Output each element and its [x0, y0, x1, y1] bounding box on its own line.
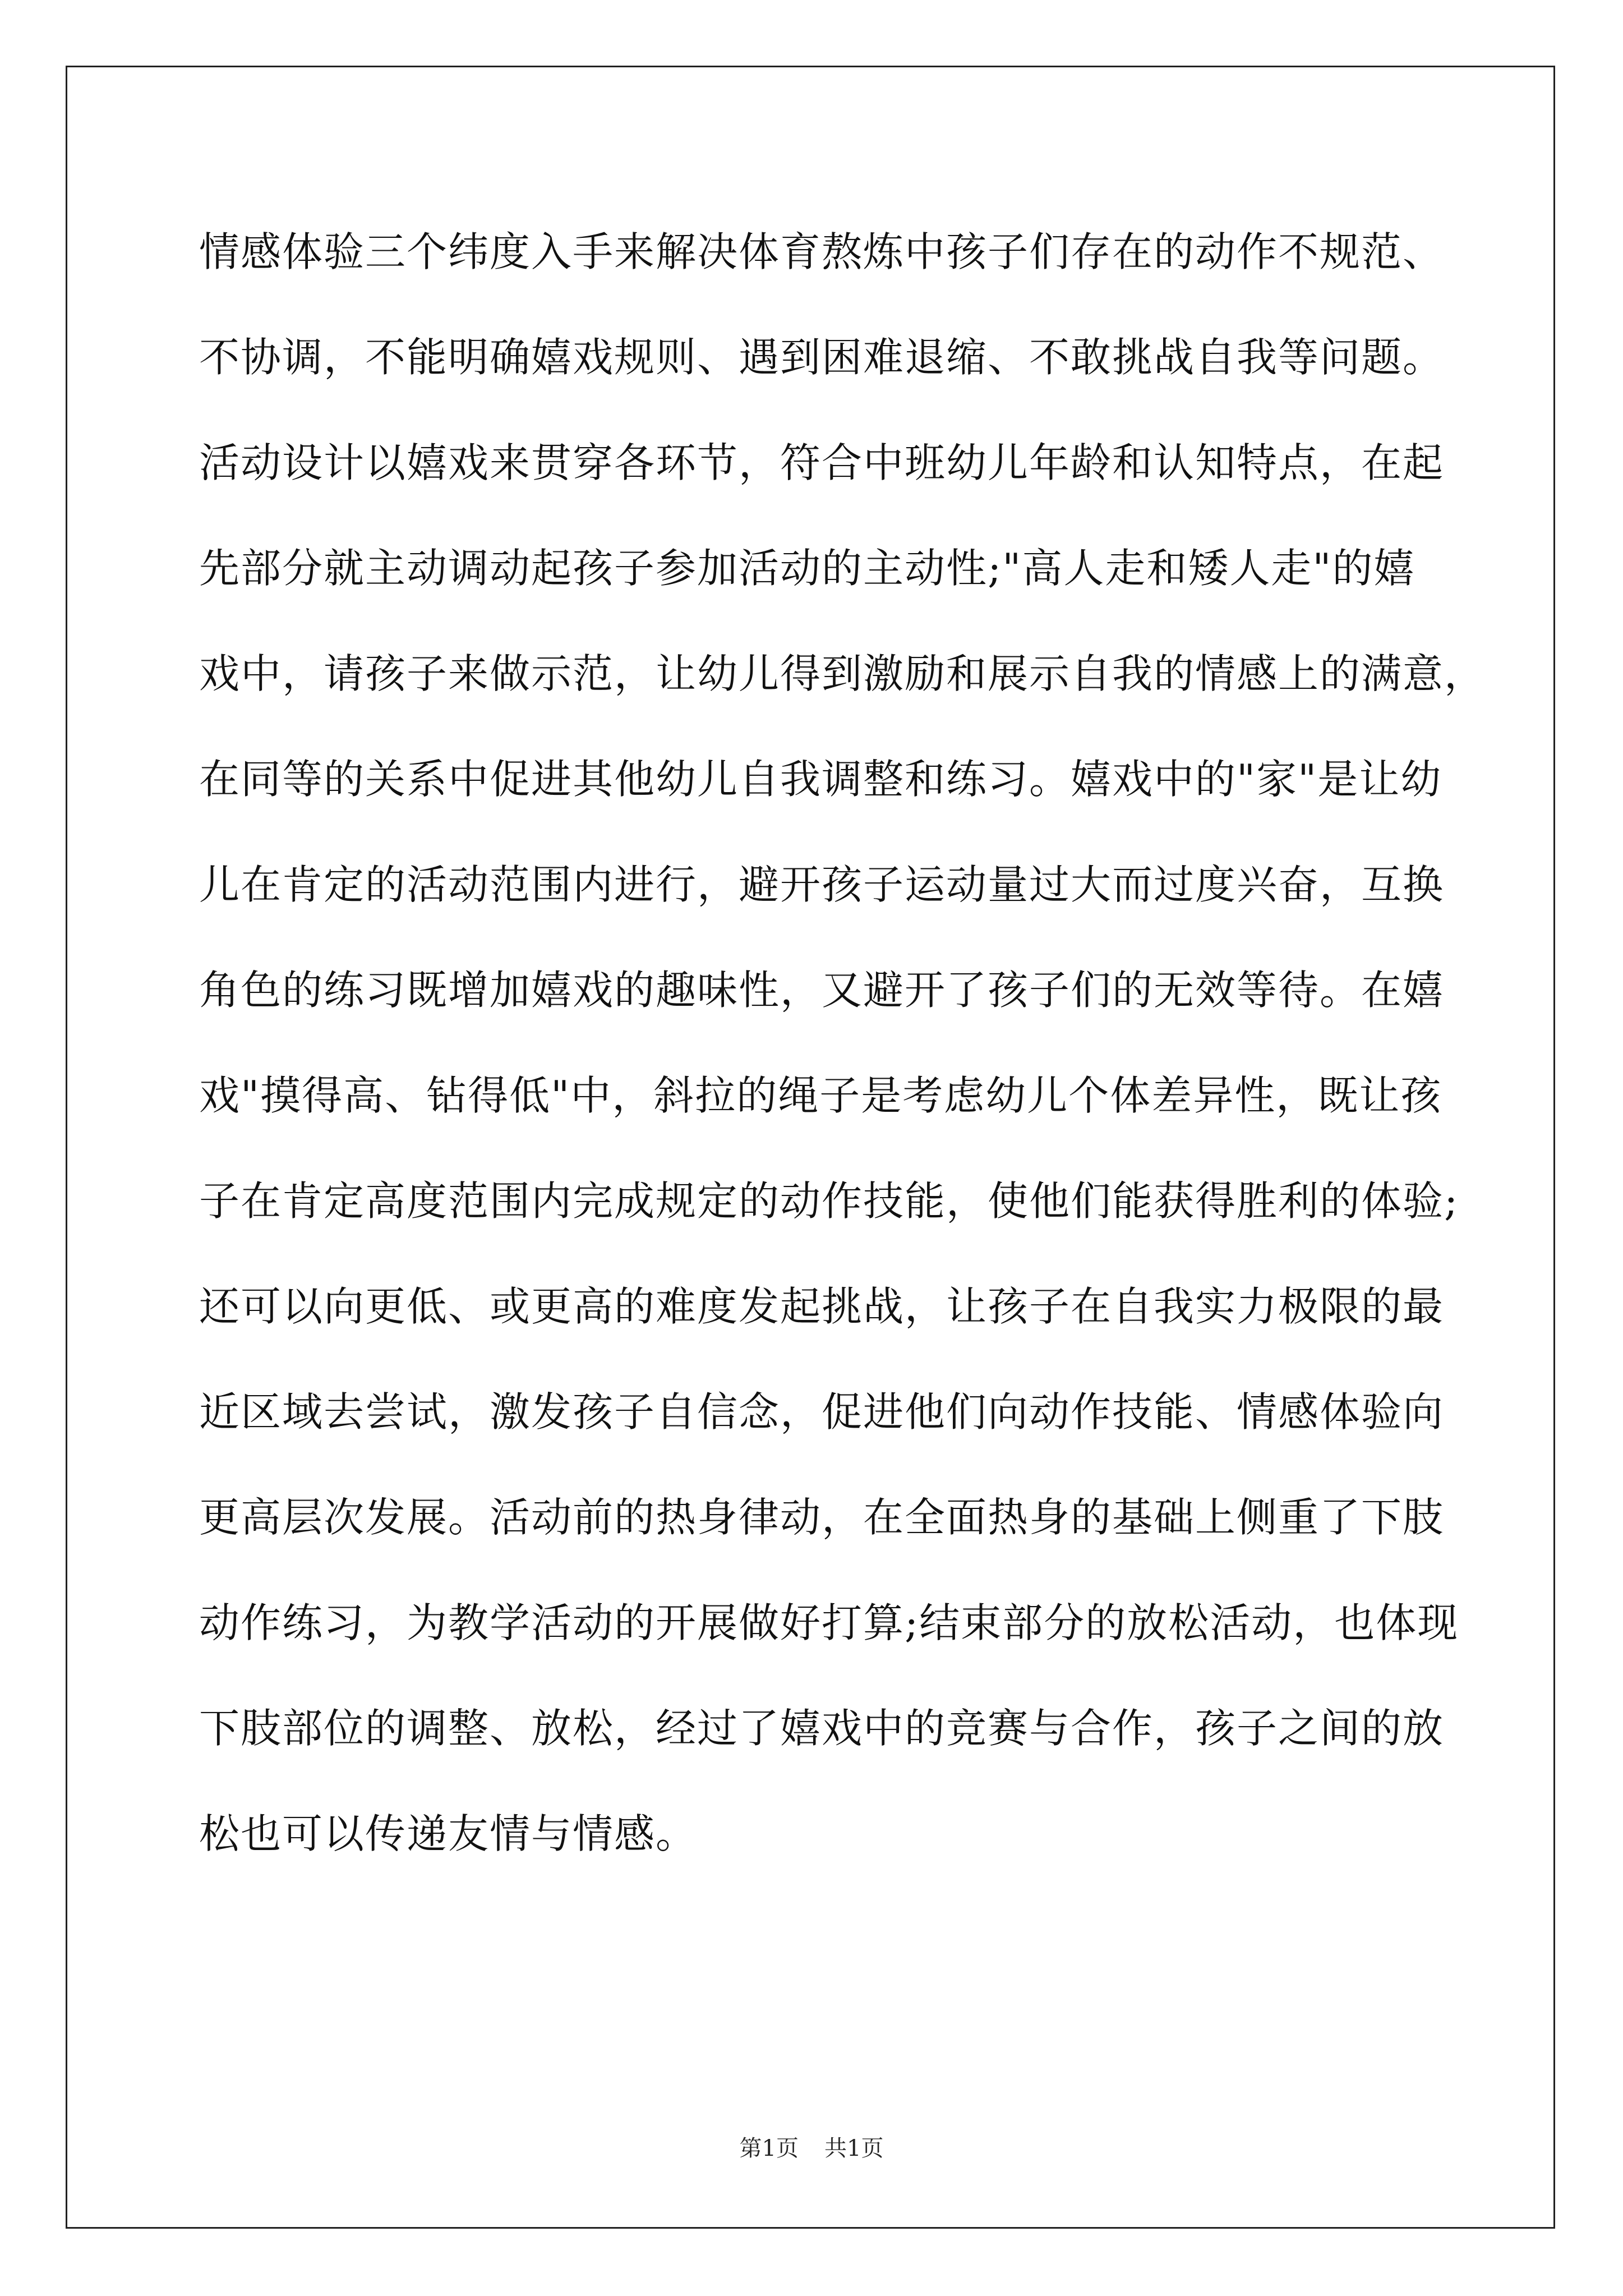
text-line: 情感体验三个纬度入手来解决体育熬炼中孩子们存在的动作不规范、 — [199, 228, 1445, 275]
page-footer — [0, 2132, 1623, 2165]
text-line: 戏中，请孩子来做示范，让幼儿得到激励和展示自我的情感上的满意， — [199, 650, 1486, 697]
text-line: 松也可以传递友情与情感。 — [199, 1810, 698, 1857]
text-line: 戏"摸得高、钻得低"中，斜拉的绳子是考虑幼儿个体差异性，既让孩 — [199, 1072, 1442, 1119]
page-number-current: 第1页 — [739, 2136, 799, 2161]
text-line: 子在肯定高度范围内完成规定的动作技能，使他们能获得胜利的体验; — [199, 1177, 1459, 1225]
text-line: 下肢部位的调整、放松，经过了嬉戏中的竞赛与合作，孩子之间的放 — [199, 1705, 1445, 1752]
text-line: 角色的练习既增加嬉戏的趣味性，又避开了孩子们的无效等待。在嬉 — [199, 967, 1445, 1014]
text-line: 不协调，不能明确嬉戏规则、遇到困难退缩、不敢挑战自我等问题。 — [199, 334, 1445, 381]
text-line: 更高层次发展。活动前的热身律动，在全面热身的基础上侧重了下肢 — [199, 1494, 1445, 1541]
text-line: 先部分就主动调动起孩子参加活动的主动性;"高人走和矮人走"的嬉 — [199, 545, 1415, 592]
text-line: 近区域去尝试，激发孩子自信念，促进他们向动作技能、情感体验向 — [199, 1388, 1445, 1435]
page-number-total: 共1页 — [824, 2136, 884, 2161]
text-line: 动作练习，为教学活动的开展做好打算;结束部分的放松活动，也体现 — [199, 1599, 1459, 1646]
document-body — [199, 199, 1486, 1887]
text-line: 儿在肯定的活动范围内进行，避开孩子运动量过大而过度兴奋，互换 — [199, 861, 1445, 908]
text-line: 活动设计以嬉戏来贯穿各环节，符合中班幼儿年龄和认知特点，在起 — [199, 439, 1445, 486]
text-line: 在同等的关系中促进其他幼儿自我调整和练习。嬉戏中的"家"是让幼 — [199, 756, 1442, 803]
text-line: 还可以向更低、或更高的难度发起挑战，让孩子在自我实力极限的最 — [199, 1283, 1445, 1330]
